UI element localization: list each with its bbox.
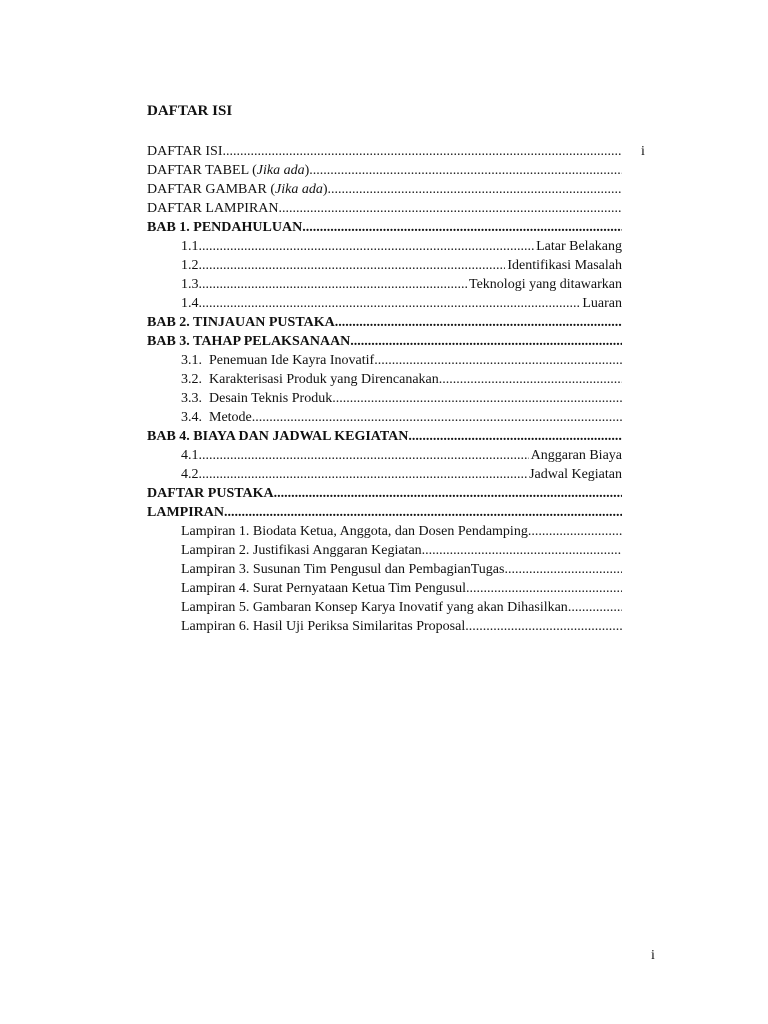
dot-leader xyxy=(504,560,622,579)
toc-entry-label: DAFTAR ISI xyxy=(147,144,223,159)
toc-entry-title: Lampiran 5. Gambaran Konsep Karya Inovatif yang akan Dihasilkan xyxy=(181,600,568,615)
toc-entry-bab-3 xyxy=(147,332,622,351)
dot-leader xyxy=(274,484,622,503)
dot-leader xyxy=(465,617,622,636)
toc-entry-title: Lampiran 6. Hasil Uji Periksa Similaritas Proposal xyxy=(181,619,466,634)
toc-entry-daftar-pustaka xyxy=(147,484,622,503)
toc-entry-lampiran-4 xyxy=(181,579,622,598)
toc-entry-daftar-tabel xyxy=(147,161,622,180)
toc-entry-label: DAFTAR LAMPIRAN xyxy=(147,201,279,216)
dot-leader xyxy=(328,180,622,199)
dot-leader xyxy=(422,541,622,560)
toc-entry-3-4 xyxy=(181,408,622,427)
toc-entry-title: Karakterisasi Produk yang Direncanakan xyxy=(209,372,439,387)
toc-entry-label: DAFTAR GAMBAR (Jika ada) xyxy=(147,182,328,197)
toc-entry-number: 3.3. xyxy=(181,391,202,406)
dot-leader xyxy=(279,199,622,218)
toc-entry-daftar-isi xyxy=(147,142,622,161)
toc-page-number: i xyxy=(641,144,645,159)
dot-leader xyxy=(199,256,506,275)
toc-entry-1-4 xyxy=(181,294,622,313)
toc-entry-1-3 xyxy=(181,275,622,294)
dot-leader xyxy=(350,332,622,351)
toc-entry-number: 4.2 xyxy=(181,467,199,482)
toc-entry-lampiran-1 xyxy=(181,522,622,541)
toc-entry-number: 3.2. xyxy=(181,372,202,387)
dot-leader xyxy=(302,218,622,237)
dot-leader xyxy=(466,579,622,598)
toc-entry-label: BAB 3. TAHAP PELAKSANAAN xyxy=(147,334,351,349)
toc-entry-title: Desain Teknis Produk xyxy=(209,391,333,406)
toc-entry-title: Lampiran 1. Biodata Ketua, Anggota, dan Dosen Pendamping xyxy=(181,524,528,539)
dot-leader xyxy=(223,142,623,161)
toc-entry-lampiran-6 xyxy=(181,617,622,636)
footer-page-number: i xyxy=(651,948,655,963)
toc-entry-4-2 xyxy=(181,465,622,484)
toc-entry-label: DAFTAR PUSTAKA xyxy=(147,486,274,501)
dot-leader xyxy=(199,294,581,313)
toc-entry-label: BAB 1. PENDAHULUAN xyxy=(147,220,303,235)
toc-entry-lampiran-3 xyxy=(181,560,622,579)
toc-entry-title: Latar Belakang xyxy=(536,239,622,254)
toc-entry-3-3 xyxy=(181,389,622,408)
dot-leader xyxy=(408,427,622,446)
toc-entry-number: 1.2 xyxy=(181,258,199,273)
dot-leader xyxy=(309,161,622,180)
dot-leader xyxy=(199,275,468,294)
toc-entry-label: DAFTAR TABEL (Jika ada) xyxy=(147,163,310,178)
table-of-contents xyxy=(147,142,622,636)
toc-entry-3-2 xyxy=(181,370,622,389)
toc-entry-title: Anggaran Biaya xyxy=(530,448,622,463)
dot-leader xyxy=(199,465,528,484)
toc-entry-title: Penemuan Ide Kayra Inovatif xyxy=(209,353,375,368)
toc-entry-number: 1.1 xyxy=(181,239,199,254)
dot-leader xyxy=(439,370,622,389)
dot-leader xyxy=(335,313,622,332)
toc-entry-bab-4 xyxy=(147,427,622,446)
toc-entry-title: Teknologi yang ditawarkan xyxy=(469,277,622,292)
toc-entry-lampiran xyxy=(147,503,622,522)
toc-entry-title: Jadwal Kegiatan xyxy=(529,467,622,482)
dot-leader xyxy=(199,446,529,465)
toc-entry-number: 3.1. xyxy=(181,353,202,368)
toc-entry-label: LAMPIRAN xyxy=(147,505,224,520)
dot-leader xyxy=(224,503,622,522)
toc-entry-3-1 xyxy=(181,351,622,370)
toc-entry-4-1 xyxy=(181,446,622,465)
dot-leader xyxy=(374,351,622,370)
toc-entry-lampiran-5 xyxy=(181,598,622,617)
dot-leader xyxy=(199,237,535,256)
toc-entry-number: 1.3 xyxy=(181,277,199,292)
toc-entry-title: Metode xyxy=(209,410,252,425)
dot-leader xyxy=(568,598,622,617)
toc-entry-bab-1 xyxy=(147,218,622,237)
toc-entry-title: Lampiran 3. Susunan Tim Pengusul dan PembagianTugas xyxy=(181,562,505,577)
toc-entry-bab-2 xyxy=(147,313,622,332)
toc-entry-1-1 xyxy=(181,237,622,256)
toc-entry-title: Identifikasi Masalah xyxy=(507,258,622,273)
toc-entry-daftar-gambar xyxy=(147,180,622,199)
dot-leader xyxy=(528,522,622,541)
toc-entry-lampiran-2 xyxy=(181,541,622,560)
toc-entry-number: 4.1 xyxy=(181,448,199,463)
toc-entry-title: Lampiran 2. Justifikasi Anggaran Kegiatan xyxy=(181,543,422,558)
toc-entry-title: Lampiran 4. Surat Pernyataan Ketua Tim Pengusul xyxy=(181,581,467,596)
toc-entry-label: BAB 2. TINJAUAN PUSTAKA xyxy=(147,315,335,330)
page-title: DAFTAR ISI xyxy=(147,103,233,119)
toc-entry-1-2 xyxy=(181,256,622,275)
dot-leader xyxy=(332,389,622,408)
toc-entry-number: 1.4 xyxy=(181,296,199,311)
dot-leader xyxy=(252,408,622,427)
toc-entry-label: BAB 4. BIAYA DAN JADWAL KEGIATAN xyxy=(147,429,409,444)
toc-entry-title: Luaran xyxy=(582,296,622,311)
toc-entry-daftar-lampiran xyxy=(147,199,622,218)
toc-entry-number: 3.4. xyxy=(181,410,202,425)
